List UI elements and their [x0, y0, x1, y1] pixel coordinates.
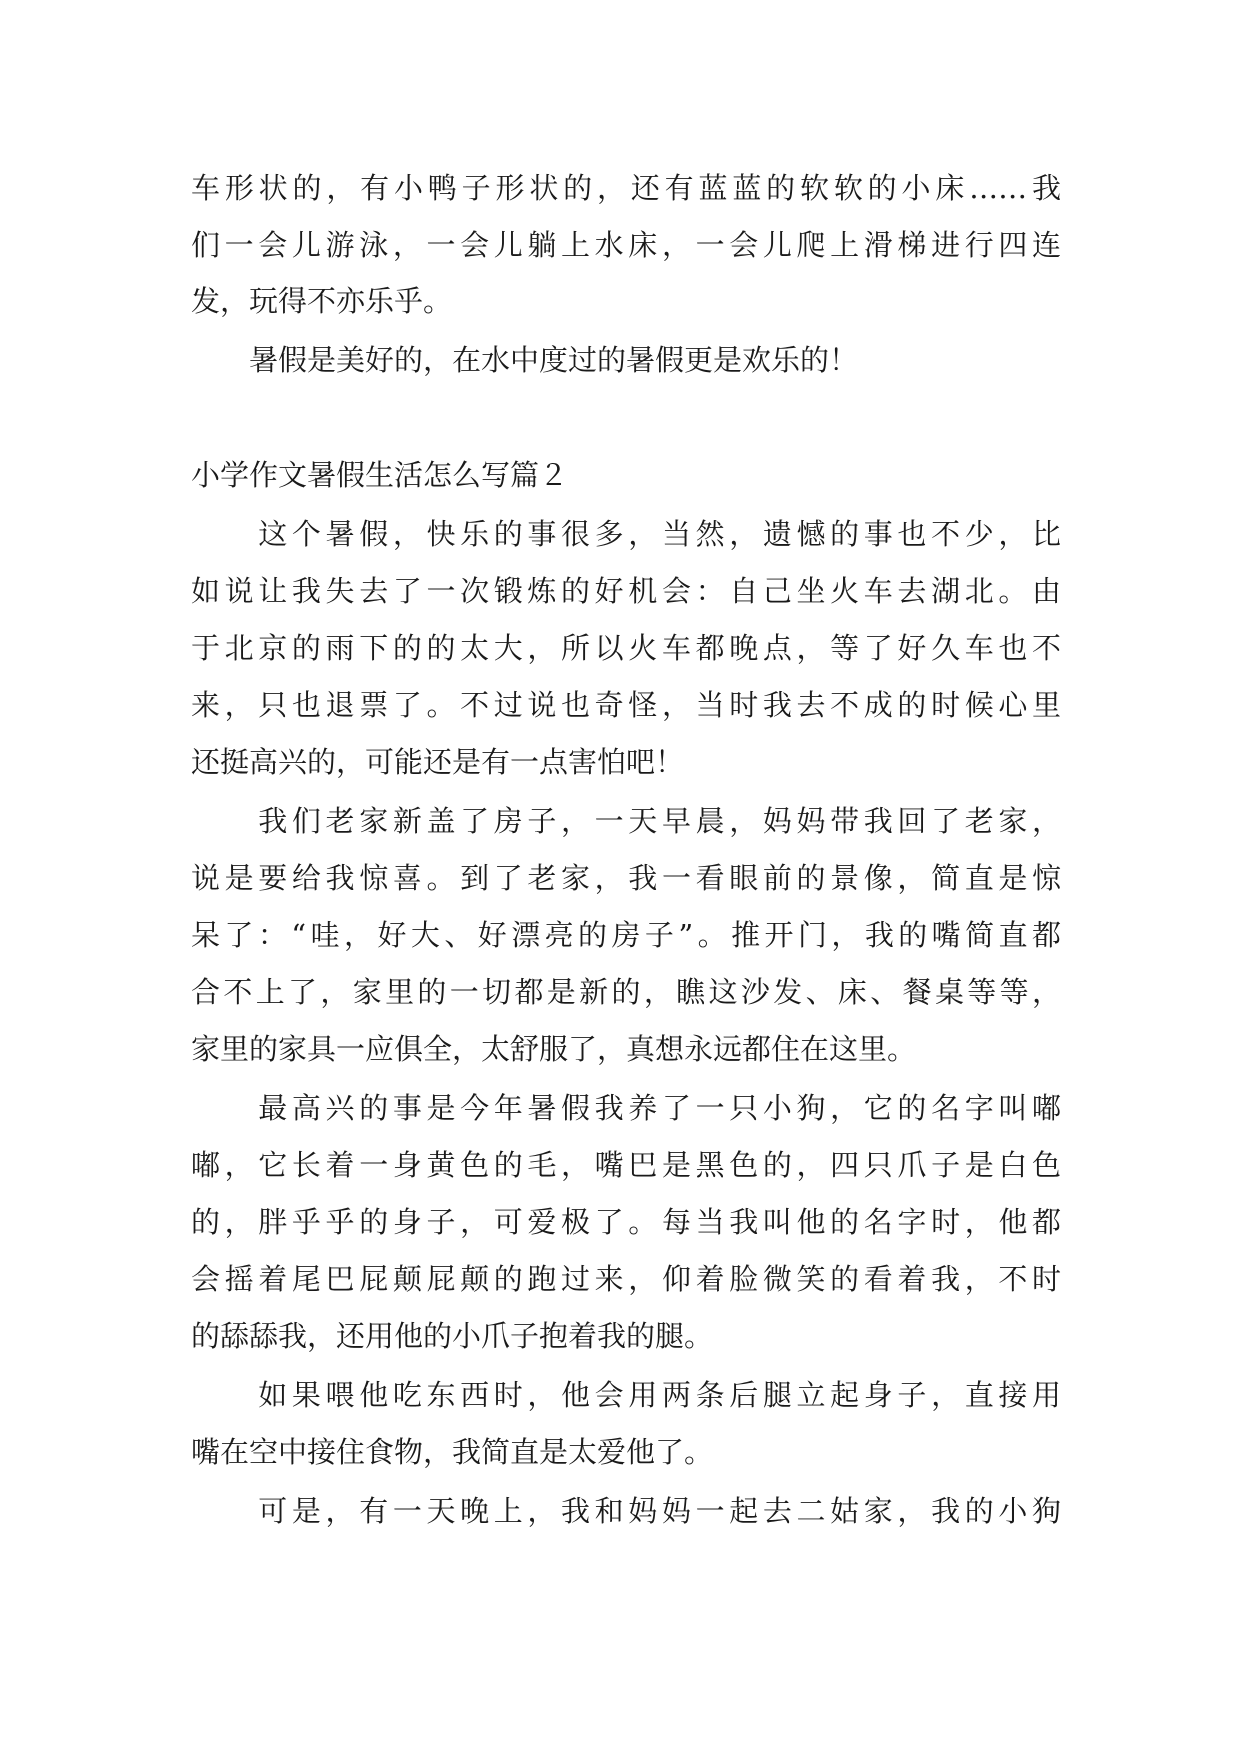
text-line: 发，玩得不亦乐乎。	[191, 284, 453, 318]
text-line: 车形状的，有小鸭子形状的，还有蓝蓝的软软的小床……我	[191, 171, 1061, 205]
text-line: 来，只也退票了。不过说也奇怪，当时我去不成的时候心里	[191, 688, 1061, 722]
text-line: 合不上了，家里的一切都是新的，瞧这沙发、床、餐桌等等，	[191, 975, 1061, 1009]
text-line: 嘴在空中接住食物，我简直是太爱他了。	[191, 1435, 714, 1469]
text-line: 嘟，它长着一身黄色的毛，嘴巴是黑色的，四只爪子是白色	[191, 1148, 1061, 1182]
text-line: 如果喂他吃东西时，他会用两条后腿立起身子，直接用	[191, 1378, 1061, 1412]
text-line: 如说让我失去了一次锻炼的好机会：自己坐火车去湖北。由	[191, 574, 1061, 608]
text-line: 们一会儿游泳，一会儿躺上水床，一会儿爬上滑梯进行四连	[191, 228, 1061, 262]
text-line: 还挺高兴的，可能还是有一点害怕吧！	[191, 745, 685, 779]
text-line: 说是要给我惊喜。到了老家，我一看眼前的景像，简直是惊	[191, 861, 1061, 895]
text-line: 这个暑假，快乐的事很多，当然，遗憾的事也不少，比	[191, 517, 1061, 551]
text-line: 我们老家新盖了房子，一天早晨，妈妈带我回了老家，	[191, 804, 1061, 838]
text-line: 的，胖乎乎的身子，可爱极了。每当我叫他的名字时，他都	[191, 1205, 1061, 1239]
text-line: 家里的家具一应俱全，太舒服了，真想永远都住在这里。	[191, 1032, 917, 1066]
text-line: 可是，有一天晚上，我和妈妈一起去二姑家，我的小狗	[191, 1494, 1061, 1528]
text-line: 暑假是美好的，在水中度过的暑假更是欢乐的！	[191, 343, 859, 377]
text-line: 最高兴的事是今年暑假我养了一只小狗，它的名字叫嘟	[191, 1091, 1061, 1125]
text-line: 呆了：“哇，好大、好漂亮的房子”。推开门，我的嘴简直都	[191, 918, 1061, 952]
text-line: 的舔舔我，还用他的小爪子抱着我的腿。	[191, 1319, 714, 1353]
section-heading: 小学作文暑假生活怎么写篇２	[191, 458, 569, 492]
text-line: 于北京的雨下的的太大，所以火车都晚点，等了好久车也不	[191, 631, 1061, 665]
text-line: 会摇着尾巴屁颠屁颠的跑过来，仰着脸微笑的看着我，不时	[191, 1262, 1061, 1296]
